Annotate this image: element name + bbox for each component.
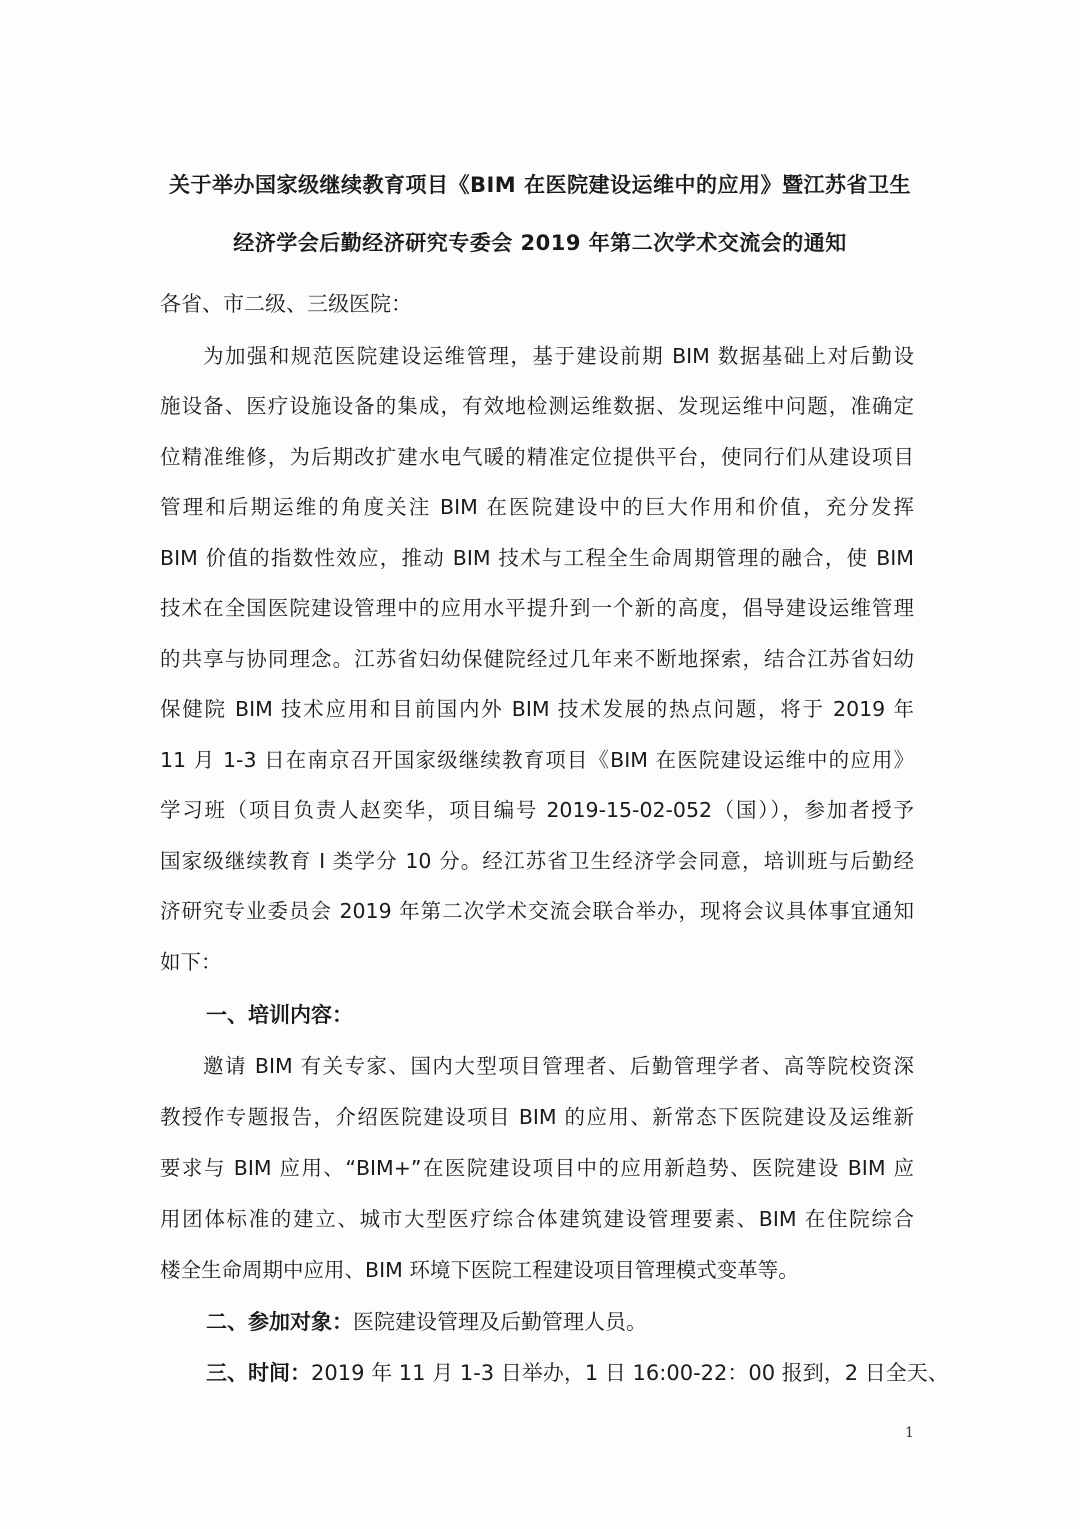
section-1-line: 邀请 BIM 有关专家、国内大型项目管理者、后勤管理学者、高等院校资深 (203, 1054, 914, 1078)
section-1-line: 教授作专题报告，介绍医院建设项目 BIM 的应用、新常态下医院建设及运维新 (160, 1105, 914, 1129)
section-1-heading: 一、培训内容： (206, 1003, 353, 1027)
paragraph-line: 11 月 1-3 日在南京召开国家级继续教育项目《BIM 在医院建设运维中的应用》 (160, 748, 914, 772)
paragraph-line: 位精准维修，为后期改扩建水电气暖的精准定位提供平台，使同行们从建设项目 (160, 445, 914, 469)
paragraph-line: 济研究专业委员会 2019 年第二次学术交流会联合举办，现将会议具体事宜通知 (160, 899, 914, 923)
section-1-line: 用团体标准的建立、城市大型医疗综合体建筑建设管理要素、BIM 在住院综合 (160, 1207, 914, 1231)
section-1-line: 要求与 BIM 应用、“BIM+”在医院建设项目中的应用新趋势、医院建设 BIM 应 (160, 1156, 914, 1180)
document-title-line-2: 经济学会后勤经济研究专委会 2019 年第二次学术交流会的通知 (233, 231, 847, 255)
document-title-line-1: 关于举办国家级继续教育项目《BIM 在医院建设运维中的应用》暨江苏省卫生 (168, 173, 912, 197)
section-3-text: 2019 年 11 月 1-3 日举办，1 日 16:00-22：00 报到，2 日全天、 (311, 1361, 949, 1385)
paragraph-line: 国家级继续教育 I 类学分 10 分。经江苏省卫生经济学会同意，培训班与后勤经 (160, 849, 914, 873)
section-1-line: 楼全生命周期中应用、BIM 环境下医院工程建设项目管理模式变革等。 (160, 1258, 799, 1282)
paragraph-line: BIM 价值的指数性效应，推动 BIM 技术与工程全生命周期管理的融合，使 BIM (160, 546, 914, 570)
paragraph-line: 如下： (160, 950, 222, 974)
section-2-heading: 二、参加对象： (206, 1310, 353, 1334)
paragraph-line: 保健院 BIM 技术应用和目前国内外 BIM 技术发展的热点问题，将于 2019 年 (160, 697, 914, 721)
paragraph-line: 为加强和规范医院建设运维管理，基于建设前期 BIM 数据基础上对后勤设 (203, 344, 914, 368)
paragraph-line: 的共享与协同理念。江苏省妇幼保健院经过几年来不断地探索，结合江苏省妇幼 (160, 647, 914, 671)
page-number: 1 (905, 1425, 914, 1441)
section-2 (206, 1306, 647, 1338)
section-2-text: 医院建设管理及后勤管理人员。 (353, 1310, 647, 1334)
paragraph-line: 技术在全国医院建设管理中的应用水平提升到一个新的高度，倡导建设运维管理 (160, 596, 914, 620)
section-3 (206, 1357, 949, 1389)
paragraph-line: 学习班（项目负责人赵奕华，项目编号 2019-15-02-052（国）），参加者授予 (160, 798, 914, 822)
paragraph-line: 管理和后期运维的角度关注 BIM 在医院建设中的巨大作用和价值，充分发挥 (160, 495, 914, 519)
section-3-heading: 三、时间： (206, 1361, 311, 1385)
paragraph-line: 施设备、医疗设施设备的集成，有效地检测运维数据、发现运维中问题，准确定 (160, 394, 914, 418)
salutation: 各省、市二级、三级医院： (160, 292, 412, 316)
